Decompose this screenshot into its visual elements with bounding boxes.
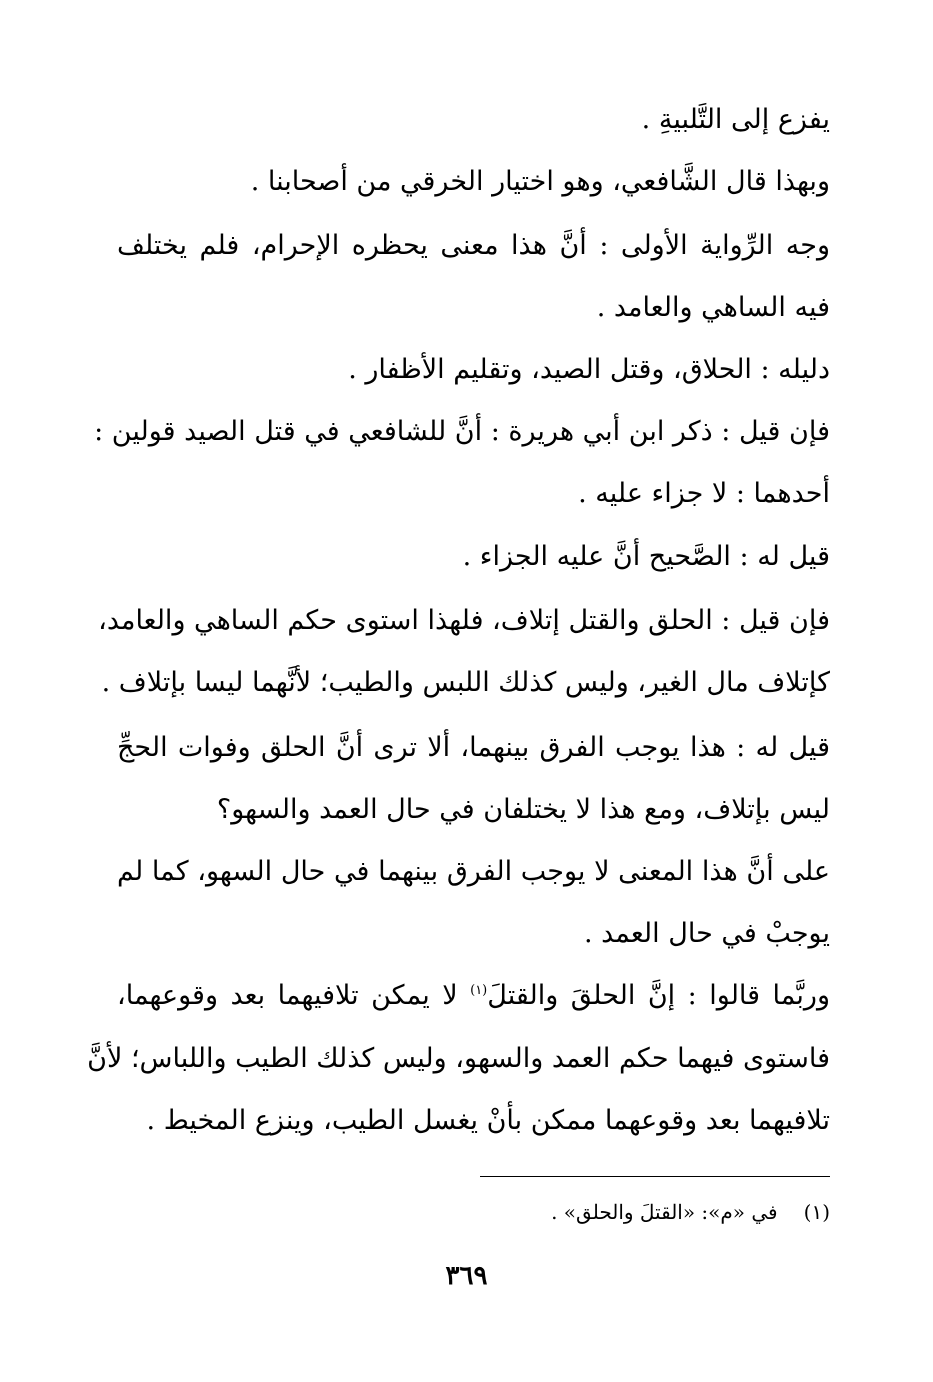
text-line: قيل له : هذا يوجب الفرق بينهما، ألا ترى أنَّ الحلق وفوات الحجِّ [117,732,830,763]
text-line: وجه الرِّواية الأولى : أنَّ هذا معنى يحظره الإحرام، فلم يختلف [117,230,830,261]
text-line: على أنَّ هذا المعنى لا يوجب الفرق بينهما في حال السهو، كما لم [117,856,830,887]
text-line: يوجبْ في حال العمد . [583,918,830,949]
text-line: ليس بإتلاف، ومع هذا لا يختلفان في حال العمد والسهو؟ [216,794,830,825]
footnote-text: في «م»: «القتلَ والحلق» . [551,1200,778,1224]
footnote-number: (١) [803,1200,830,1224]
text-line: قيل له : الصَّحيح أنَّ عليه الجزاء . [462,541,830,572]
page-number: ٣٦٩ [445,1261,488,1291]
footnote-separator [480,1176,830,1177]
text-line: يفزع إلى التَّلبيةِ . [641,104,830,135]
text-line: كإتلاف مال الغير، وليس كذلك اللبس والطيب؛ لأنَّهما ليسا بإتلاف . [101,667,830,698]
footnote-reference: (١) [470,983,488,998]
text-line: فإن قيل : ذكر ابن أبي هريرة : أنَّ للشافعي في قتل الصيد قولين : [94,416,830,447]
text-line: دليله : الحلاق، وقتل الصيد، وتقليم الأظفار . [348,354,830,385]
text-segment: لا يمكن تلافيهما بعد وقوعهما، [117,980,458,1011]
text-line: فإن قيل : الحلق والقتل إتلاف، فلهذا استوى حكم الساهي والعامد، [98,605,830,636]
text-segment: وربَّما قالوا : إنَّ الحلقَ والقتلَ [487,980,830,1011]
text-line: فيه الساهي والعامد . [596,292,830,323]
text-line: فاستوى فيهما حكم العمد والسهو، وليس كذلك الطيب واللباس؛ لأنَّ [87,1043,830,1074]
text-line: تلافيهما بعد وقوعهما ممكن بأنْ يغسل الطيب، وينزع المخيط . [146,1105,830,1136]
text-line: أحدهما : لا جزاء عليه . [578,478,830,509]
footnote [117,1196,830,1228]
text-line-with-footnote-ref [117,976,830,1016]
text-line: وبهذا قال الشَّافعي، وهو اختيار الخرقي من أصحابنا . [250,166,830,197]
